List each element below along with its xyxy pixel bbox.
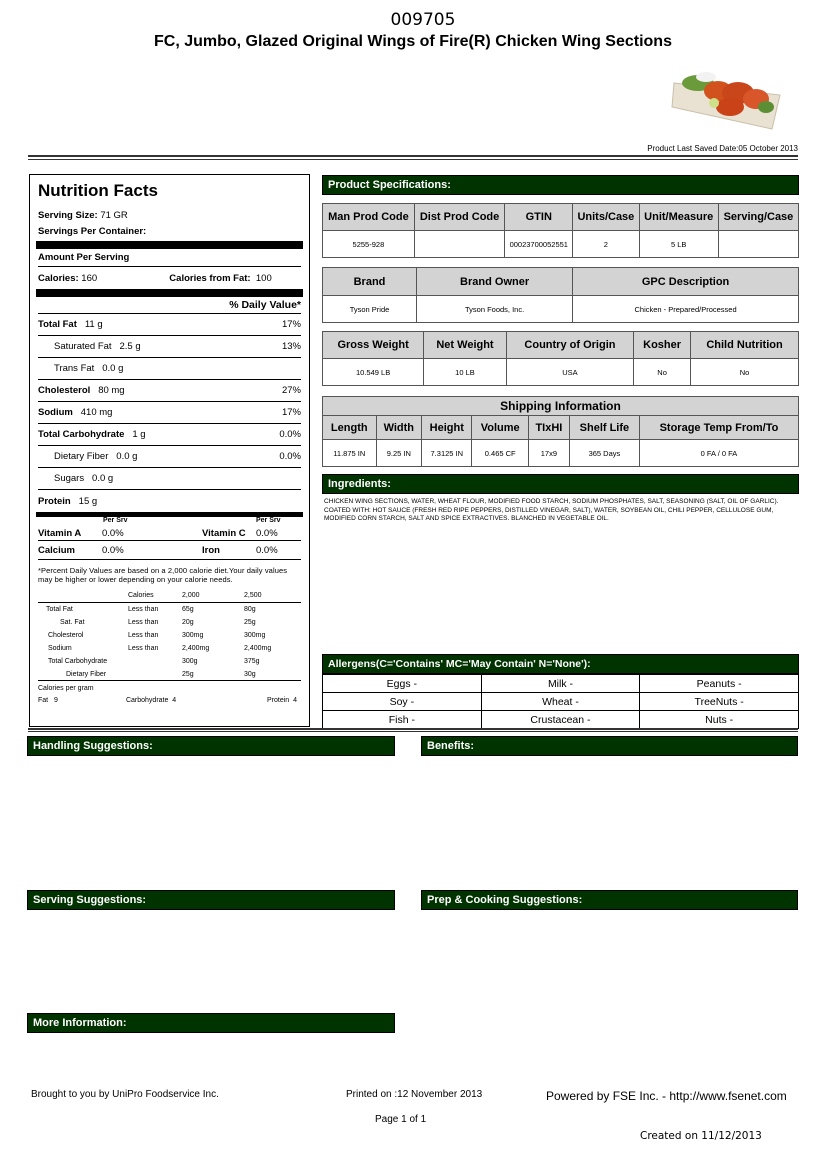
dv-table-row (38, 616, 301, 629)
dv-table-row (38, 642, 301, 655)
spec-column-header: Child Nutrition (691, 332, 799, 359)
spec-column-header: Gross Weight (323, 332, 424, 359)
dv-table-cell: Total Fat (46, 606, 73, 613)
dv-table-cell: 20g (182, 619, 194, 626)
more-information-header: More Information: (27, 1013, 395, 1033)
spec-column-header: Units/Case (573, 204, 639, 231)
product-specifications (322, 175, 799, 467)
carb-cal-value: 4 (172, 697, 177, 704)
spec-column-header: Height (422, 416, 472, 440)
daily-value-table (38, 588, 301, 681)
amount-per-serving: Amount Per Serving (38, 252, 130, 263)
allergen-item: Eggs - (323, 675, 482, 693)
item-code: 009705 (390, 10, 456, 30)
serving-size-label: Serving Size: (38, 209, 98, 221)
nutrient-row (38, 314, 301, 336)
ingredients-header: Ingredients: (322, 474, 799, 494)
footer-printed-on: Printed on :12 November 2013 (346, 1089, 483, 1100)
nutrition-facts-panel (29, 174, 310, 727)
dv-table-cell: 25g (182, 670, 194, 678)
nutrient-row (38, 468, 301, 490)
spec-cell-value: Chicken - Prepared/Processed (573, 296, 799, 323)
nutrient-amount: 15 g (78, 495, 98, 507)
dv-table-row (38, 629, 301, 642)
dv-table-cell: Less than (128, 619, 159, 626)
nutrient-amount: 0.0 g (116, 451, 138, 462)
vitamin-c-label: Vitamin C (202, 527, 246, 539)
allergen-item: Wheat - (481, 693, 640, 711)
nutrient-label: Cholesterol (38, 385, 91, 396)
serving-size-value: 71 GR (100, 209, 128, 221)
calcium-label: Calcium (38, 544, 75, 556)
calories-fat-value: 100 (255, 272, 272, 284)
nutrient-amount: 0.0 g (102, 363, 124, 374)
nutrition-title: Nutrition Facts (38, 181, 158, 200)
dv-table-cell: Calories (128, 591, 154, 599)
spec-cell-value: 10.549 LB (323, 359, 424, 386)
spec-column-header: Net Weight (424, 332, 507, 359)
nutrient-amount: 80 mg (98, 385, 125, 396)
spec-cell-value: 17x9 (528, 440, 569, 467)
spec-cell-value (718, 231, 798, 258)
thick-divider (36, 289, 303, 297)
created-on: Created on 11/12/2013 (640, 1130, 762, 1142)
per-srv-label: Per Srv (256, 517, 281, 524)
spec-column-header: Kosher (634, 332, 691, 359)
nutrient-row (38, 490, 301, 512)
dv-table-cell: Less than (128, 632, 159, 639)
nutrient-label: Sodium (38, 407, 73, 418)
ingredients-section (322, 474, 799, 528)
header-divider (28, 155, 798, 160)
spec-cell-value: 365 Days (569, 440, 639, 467)
nutrient-row (38, 446, 301, 468)
dv-table-header (38, 588, 301, 603)
product-title: FC, Jumbo, Glazed Original Wings of Fire(R) Chicken Wing Sections (154, 33, 672, 50)
vitamin-a-label: Vitamin A (38, 527, 82, 539)
spec-cell-value: 9.25 IN (376, 440, 422, 467)
protein-cal-value: 4 (293, 697, 297, 704)
calcium-value: 0.0% (102, 544, 124, 556)
nutrient-row (38, 380, 301, 402)
footer-brought-by: Brought to you by UniPro Foodservice Inc. (31, 1089, 219, 1100)
last-saved-date: Product Last Saved Date:05 October 2013 (647, 144, 798, 153)
nutrient-amount: 2.5 g (119, 341, 141, 352)
nutrient-amount: 410 mg (80, 407, 113, 418)
thick-divider (36, 241, 303, 249)
benefits-header: Benefits: (421, 736, 798, 756)
dv-table-cell: 25g (244, 619, 256, 626)
dv-table-cell: Cholesterol (48, 632, 84, 639)
spec-column-header: Country of Origin (506, 332, 633, 359)
nutrient-label: Protein (38, 495, 71, 507)
dv-table-cell: Less than (128, 645, 159, 652)
calories-per-gram-label: Calories per gram (38, 685, 94, 692)
fat-cal-label: Fat (38, 697, 49, 704)
spec-cell-value: No (634, 359, 691, 386)
shipping-title: Shipping Information (323, 397, 799, 416)
nutrient-label: Total Carbohydrate (38, 429, 125, 440)
dv-table-row (38, 655, 301, 668)
spec-cell-value: 10 LB (424, 359, 507, 386)
spec-cell-value: No (691, 359, 799, 386)
spec-cell-value: Tyson Pride (323, 296, 417, 323)
nutrient-amount: 0.0 g (92, 473, 114, 484)
nutrient-daily-value: 17% (281, 407, 301, 418)
dv-table-cell: Dietary Fiber (66, 670, 107, 678)
vitamins-block (38, 517, 301, 560)
spec-table-weight (322, 331, 799, 386)
dv-table-cell: Sodium (48, 645, 72, 652)
nutrient-amount: 1 g (132, 429, 146, 440)
dv-table-cell: 80g (244, 606, 256, 613)
allergen-item: Fish - (323, 711, 482, 729)
spec-column-header: TIxHI (528, 416, 569, 440)
spec-column-header: Man Prod Code (323, 204, 415, 231)
calories-value: 160 (81, 272, 98, 284)
footer-powered-by: Powered by FSE Inc. - http://www.fsenet.com (546, 1089, 787, 1103)
spec-table-codes (322, 203, 799, 258)
iron-label: Iron (202, 544, 220, 556)
specs-header: Product Specifications: (322, 175, 799, 195)
dv-table-cell: 375g (244, 658, 260, 665)
spec-column-header: Serving/Case (718, 204, 798, 231)
dv-table-cell: 300mg (182, 632, 204, 639)
dv-table-cell: Total Carbohydrate (48, 658, 108, 665)
dv-footnote: *Percent Daily Values are based on a 2,000 calorie diet.Your daily values may be higher or lower depending on your calorie needs. (38, 566, 288, 584)
dv-table-cell: 300g (182, 658, 198, 665)
allergen-item: Nuts - (640, 711, 799, 729)
spec-cell-value: 7.3125 IN (422, 440, 472, 467)
dv-table-cell: 65g (182, 606, 194, 613)
nutrient-daily-value: 0.0% (279, 451, 301, 462)
nutrient-list (38, 314, 301, 512)
nutrient-amount: 11 g (84, 319, 103, 330)
nutrient-row (38, 424, 301, 446)
spec-column-header: Brand (323, 268, 417, 296)
spec-column-header: GPC Description (573, 268, 799, 296)
nutrient-label: Dietary Fiber (54, 451, 109, 462)
spec-cell-value: Tyson Foods, Inc. (417, 296, 573, 323)
handling-suggestions-header: Handling Suggestions: (27, 736, 395, 756)
dv-table-cell: 2,500 (244, 591, 262, 599)
servings-label: Servings Per Container: (38, 225, 147, 237)
ingredients-text: CHICKEN WING SECTIONS, WATER, WHEAT FLOUR, MODIFIED FOOD STARCH, SODIUM PHOSPHATES, SALT, SEASONING (SALT, OIL OF GARLIC). COATED WITH: HOT SAUCE (FRESH RED RIPE PEPPERS, DISTILLED VINEGAR, SALT), WATER, SOYBEAN OIL, CHILI PEPPER, CELLULOSE GUM, MODIFIED CORN STARCH, SALT AND SPICE EXTRACTIVES. BLANCHED IN VEGETABLE OIL. (324, 498, 779, 522)
dv-table-cell: 30g (244, 670, 256, 678)
spec-column-header: Shelf Life (569, 416, 639, 440)
serving-suggestions-header: Serving Suggestions: (27, 890, 395, 910)
spec-cell-value: USA (506, 359, 633, 386)
nutrient-label: Sugars (54, 473, 85, 484)
allergens-table (322, 674, 799, 729)
spec-column-header: GTIN (505, 204, 573, 231)
spec-cell-value (414, 231, 505, 258)
spec-cell-value: 0.465 CF (472, 440, 528, 467)
allergen-item: Soy - (323, 693, 482, 711)
spec-column-header: Storage Temp From/To (639, 416, 798, 440)
nutrient-daily-value: 27% (281, 385, 301, 396)
spec-cell-value: 5 LB (639, 231, 718, 258)
calories-fat-label: Calories from Fat: (169, 272, 251, 284)
page-number: Page 1 of 1 (375, 1114, 427, 1125)
shipping-table (322, 396, 799, 467)
allergen-item: Milk - (481, 675, 640, 693)
dv-table-cell: Sat. Fat (60, 619, 85, 626)
allergens-header: Allergens(C='Contains' MC='May Contain' N='None'): (322, 654, 799, 674)
prep-cooking-header: Prep & Cooking Suggestions: (421, 890, 798, 910)
spec-cell-value: 00023700052551 (505, 231, 573, 258)
nutrient-daily-value: 17% (281, 319, 301, 330)
dv-table-cell: Less than (128, 606, 159, 613)
nutrient-label: Total Fat (38, 319, 77, 330)
product-image (668, 55, 788, 135)
iron-value: 0.0% (256, 544, 278, 556)
spec-cell-value: 5255-928 (323, 231, 415, 258)
spec-column-header: Width (376, 416, 422, 440)
spec-column-header: Brand Owner (417, 268, 573, 296)
allergen-item: TreeNuts - (640, 693, 799, 711)
dv-table-row (38, 603, 301, 616)
nutrient-label: Saturated Fat (54, 341, 112, 352)
vitamin-a-value: 0.0% (102, 527, 124, 539)
spec-cell-value: 0 FA / 0 FA (639, 440, 798, 467)
nutrient-daily-value: 0.0% (279, 429, 301, 440)
dv-table-cell: 300mg (244, 632, 266, 639)
nutrient-daily-value: 13% (281, 341, 301, 352)
dv-table-cell: 2,400mg (182, 645, 210, 652)
fat-cal-value: 9 (53, 697, 58, 704)
allergens-section (322, 654, 799, 729)
spec-cell-value: 2 (573, 231, 639, 258)
carb-cal-label: Carbohydrate (125, 697, 169, 704)
per-srv-label: Per Srv (103, 517, 128, 524)
nutrient-row (38, 336, 301, 358)
section-divider (28, 728, 798, 732)
nutrient-label: Trans Fat (54, 363, 95, 374)
vitamin-c-value: 0.0% (256, 527, 278, 539)
spec-cell-value: 11.875 IN (323, 440, 377, 467)
dv-table-cell: 2,400mg (244, 645, 272, 652)
spec-column-header: Length (323, 416, 377, 440)
allergen-item: Peanuts - (640, 675, 799, 693)
nutrient-row (38, 358, 301, 380)
dv-table-row (38, 668, 301, 681)
spec-column-header: Volume (472, 416, 528, 440)
dv-table-cell: 2,000 (182, 591, 200, 599)
spec-table-brand (322, 267, 799, 323)
daily-value-header: % Daily Value* (229, 299, 301, 311)
allergen-item: Crustacean - (481, 711, 640, 729)
calories-label: Calories: (38, 272, 79, 284)
spec-column-header: Unit/Measure (639, 204, 718, 231)
nutrient-row (38, 402, 301, 424)
spec-column-header: Dist Prod Code (414, 204, 505, 231)
protein-cal-label: Protein (267, 697, 290, 704)
